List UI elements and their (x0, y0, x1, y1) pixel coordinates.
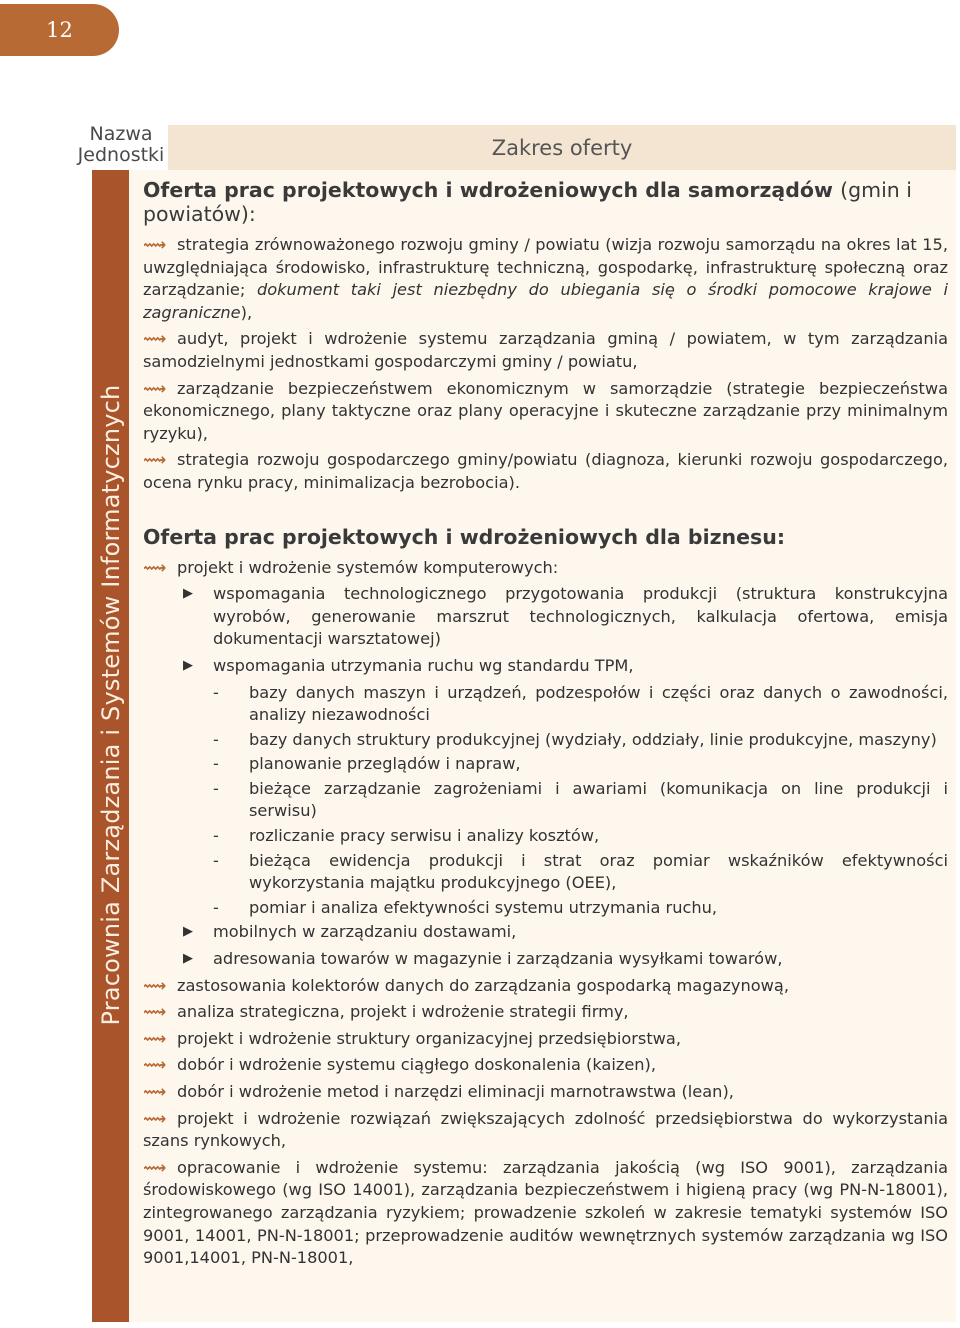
list-item-text: strategia rozwoju gospodarczego gminy/powiatu (diagnoza, kierunki rozwoju gospodarczego, ocena rynku pracy, minimalizacja bezrobocia). (143, 450, 948, 492)
sub-item-text: adresowania towarów w magazynie i zarządzania wysyłkami towarów, (213, 949, 783, 969)
list-item-text: projekt i wdrożenie rozwiązań zwiększających zdolność przedsiębiorstwa do wykorzystania szans rynkowych, (143, 1108, 948, 1151)
section-title-normal: (gmin i powiatów): (143, 178, 912, 226)
arrow-bullet-icon: ⟿ (143, 1157, 167, 1177)
header-col-line2: Jednostki (77, 144, 165, 166)
dash-item-text: bieżące zarządzanie zagrożeniami i awariami (komunikacja on line produkcji i serwisu) (249, 778, 948, 821)
sub-item-text: mobilnych w zarządzaniu dostawami, (213, 922, 517, 942)
dash-item: - bazy danych maszyn i urządzeń, podzespołów i części oraz danych o zawodności, analizy niezawodności (213, 682, 948, 725)
arrow-bullet-icon: ⟿ (143, 557, 167, 577)
triangle-bullet-icon: ▶ (183, 951, 193, 967)
header-unit-name-column (66, 124, 176, 166)
list-item-text: zastosowania kolektorów danych do zarządzania gospodarką magazynową, (177, 975, 789, 995)
list-item-end: ), (240, 302, 253, 322)
arrow-bullet-icon: ⟿ (143, 1082, 167, 1101)
unit-name: Pracownia Zarządzania i Systemów Informatycznych (97, 384, 125, 1026)
dash-item-text: bazy danych struktury produkcyjnej (wydziały, oddziały, linie produkcyjne, maszyny) (249, 729, 937, 749)
sub-item-text: wspomagania technologicznego przygotowania produkcji (struktura konstrukcyjna wyrobów, generowanie marszrut technologicznych, kalkulacja ofertowa, emisja dokumentacji warsztatowej) (213, 584, 948, 649)
dash-item: - bieżąca ewidencja produkcji i strat oraz pomiar wskaźników efektywności wykorzystania majątku produkcyjnego (OEE), (213, 850, 948, 893)
dash-item-text: pomiar i analiza efektywności systemu utrzymania ruchu, (249, 897, 718, 917)
arrow-bullet-icon: ⟿ (143, 1055, 167, 1075)
dash-item-text: bieżąca ewidencja produkcji i strat oraz pomiar wskaźników efektywności wykorzystania majątku produkcyjnego (OEE), (249, 850, 948, 893)
list-item (143, 378, 948, 446)
list-item-text: zarządzanie bezpieczeństwem ekonomicznym w samorządzie (strategie bezpieczeństwa ekonomicznego, plany taktyczne oraz plany operacyjne i skuteczne zarządzanie przy minimalnym ryzyku), (143, 378, 948, 443)
sub-item (143, 948, 948, 971)
triangle-bullet-icon: ▶ (183, 586, 193, 602)
header-col-line1: Nazwa (89, 123, 153, 145)
dash-item-text: bazy danych maszyn i urządzeń, podzespołów i części oraz danych o zawodności, analizy niezawodności (249, 682, 948, 725)
dash-item: - pomiar i analiza efektywności systemu utrzymania ruchu, (213, 897, 718, 917)
arrow-bullet-icon: ⟿ (143, 450, 167, 470)
list-item (143, 1054, 948, 1077)
arrow-bullet-icon: ⟿ (143, 378, 167, 398)
list-item-text: strategia zrównoważonego rozwoju gminy / powiatu (wizja rozwoju samorządu na okres lat 15, uwzględniająca środowisko, infrastrukturę techniczną, gospodarkę, infrastrukturę społeczną oraz zarządzanie; (143, 235, 948, 300)
list-item-text: dobór i wdrożenie metod i narzędzi eliminacji marnotrawstwa (lean), (177, 1082, 734, 1101)
list-item-text: analiza strategiczna, projekt i wdrożenie strategii firmy, (177, 1002, 629, 1022)
dash-item: - bazy danych struktury produkcyjnej (wydziały, oddziały, linie produkcyjne, maszyny) (213, 729, 937, 749)
list-item (143, 328, 948, 373)
sub-item (143, 655, 948, 678)
dash-item-text: planowanie przeglądów i napraw, (249, 754, 521, 774)
triangle-bullet-icon: ▶ (183, 657, 193, 673)
list-item (143, 1001, 948, 1024)
arrow-bullet-icon: ⟿ (143, 975, 167, 995)
page-number: 12 (46, 18, 73, 42)
list-item-italic: dokument taki jest niezbędny do ubiegania się o środki pomocowe krajowe i zagraniczne (143, 280, 948, 322)
arrow-bullet-icon: ⟿ (143, 1028, 167, 1048)
list-item-text: dobór i wdrożenie systemu ciągłego doskonalenia (kaizen), (177, 1055, 657, 1075)
section-title-local-government (143, 178, 948, 226)
list-item (143, 1081, 948, 1104)
dash-item: - planowanie przeglądów i napraw, (213, 754, 521, 774)
dash-item-text: rozliczanie pracy serwisu i analizy kosztów, (249, 826, 600, 846)
dash-item: - rozliczanie pracy serwisu i analizy kosztów, (213, 826, 600, 846)
list-item-text: projekt i wdrożenie systemów komputerowych: (177, 557, 559, 577)
sub-item (143, 921, 948, 944)
section-title-bold: Oferta prac projektowych i wdrożeniowych dla samorządów (143, 178, 833, 202)
arrow-bullet-icon: ⟿ (143, 235, 167, 254)
list-item (143, 1108, 948, 1153)
list-item-text: opracowanie i wdrożenie systemu: zarządzania jakością (wg ISO 9001), zarządzania środowiskowego (wg ISO 14001), zarządzania bezpieczeństwem i higieną pracy (wg PN-N-18001), zintegrowanego zarządzania ryzykiem; prowadzenie szkoleń w zakresie tematyki systemów ISO 9001, 14001, PN-N-18001; przeprowadzenie auditów wewnętrznych systemów zarządzania wg ISO 9001,14001, PN-N-18001, (143, 1157, 948, 1268)
header-offer-scope: Zakres oferty (491, 136, 633, 160)
list-item (143, 449, 948, 494)
list-item (143, 234, 948, 324)
sub-item-text: wspomagania utrzymania ruchu wg standardu TPM, (213, 655, 634, 675)
offer-content (143, 178, 948, 1274)
list-item (143, 975, 948, 998)
page-number-tab (0, 4, 119, 56)
arrow-bullet-icon: ⟿ (143, 1002, 167, 1022)
list-item (143, 557, 948, 580)
arrow-bullet-icon: ⟿ (143, 1108, 167, 1128)
triangle-bullet-icon: ▶ (183, 924, 193, 940)
list-item (143, 1028, 948, 1051)
list-item-text: audyt, projekt i wdrożenie systemu zarządzania gminą / powiatem, w tym zarządzania samodzielnymi jednostkami gospodarczymi gminy / powiatu, (143, 329, 948, 371)
sub-item (143, 583, 948, 651)
list-item-text: projekt i wdrożenie struktury organizacyjnej przedsiębiorstwa, (177, 1028, 681, 1048)
dash-item: - bieżące zarządzanie zagrożeniami i awariami (komunikacja on line produkcji i serwisu) (213, 778, 948, 821)
section-title-business: Oferta prac projektowych i wdrożeniowych dla biznesu: (143, 524, 786, 549)
arrow-bullet-icon: ⟿ (143, 329, 167, 349)
list-item (143, 1157, 948, 1270)
